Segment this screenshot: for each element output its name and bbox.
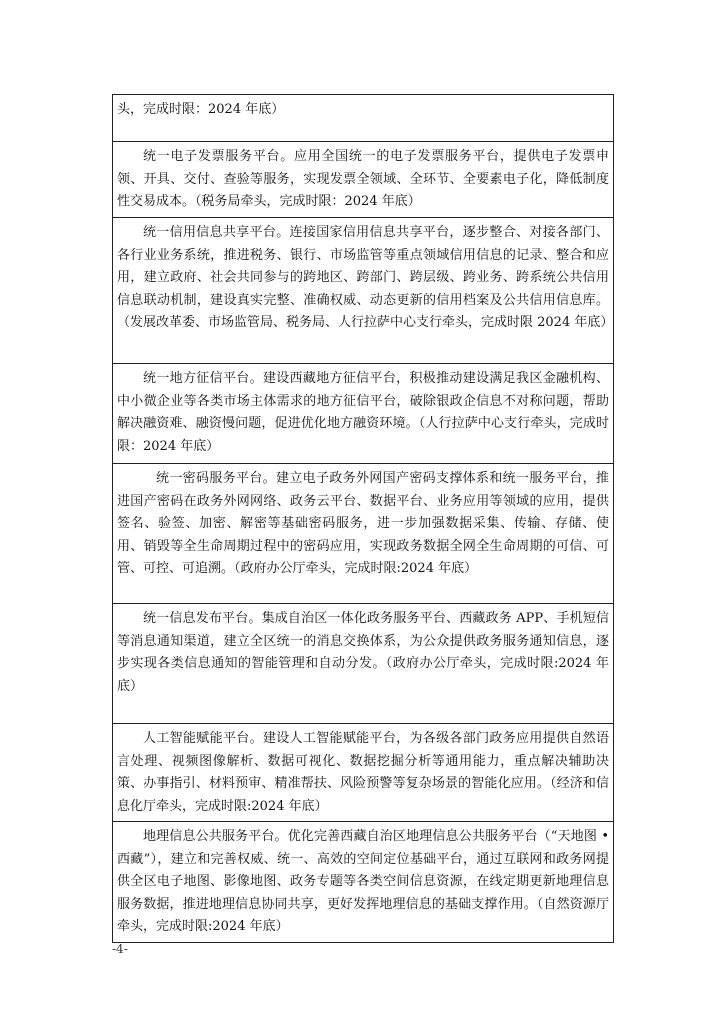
page-number: -4- [112,942,128,956]
row-text: 人工智能赋能平台。建设人工智能赋能平台，为各级各部门政务应用提供自然语言处理、视频图像解析、数据可视化、数据挖掘分析等通用能力，重点解决辅助决策、办事指引、材料预审、精准帮扶、风险预警等复杂场景的智能化应用。（经济和信息化厅牵头，完成时限:2024 年底） [117,731,609,814]
row-text: 统一信用信息共享平台。连接国家信用信息共享平台，逐步整合、对接各部门、各行业业务系统，推进税务、银行、市场监管等重点领域信用信息的记录、整合和应用，建立政府、社会共同参与的跨地区、跨部门、跨层级、跨业务、跨系统公共信用信息联动机制，建设真实完整、准确权威、动态更新的信用档案及公共信用信息库。（发展改革委、市场监管局、税务局、人行拉萨中心支行牵头，完成时限 2024 年底） [117,225,613,331]
table-row [113,218,613,364]
row-text: 地理信息公共服务平台。优化完善西藏自治区地理信息公共服务平台（“天地图 • 西藏”），建立和完善权威、统一、高效的空间定位基础平台，通过互联网和政务网提供全区电子地图、影像地图、政务专题等各类空间信息资源，在线定期更新地理信息服务数据，推进地理信息协同共享，更好发挥地理信息的基础支撑作用。（自然资源厅牵头，完成时限:2024 年底） [117,829,609,935]
row-text: 统一信息发布平台。集成自治区一体化政务服务平台、西藏政务 APP、手机短信等消息通知渠道，建立全区统一的消息交换体系，为公众提供政务服务通知信息，逐步实现各类信息通知的智能管理和自动分发。（政府办公厅牵头，完成时限:2024 年底） [117,611,609,694]
table-row [113,364,613,464]
table-row [113,822,613,942]
row-text: 统一密码服务平台。建立电子政务外网国产密码支撑体系和统一服务平台，推进国产密码在政务外网网络、政务云平台、数据平台、业务应用等领域的应用，提供签名、验签、加密、解密等基础密码服务，进一步加强数据采集、传输、存储、使用、销毁等全生命周期过程中的密码应用，实现政务数据全网全生命周期的可信、可管、可控、可追溯。（政府办公厅牵头，完成时限:2024 年底） [117,471,609,577]
row-text: 统一电子发票服务平台。应用全国统一的电子发票服务平台，提供电子发票申领、开具、交付、查验等服务，实现发票全领域、全环节、全要素电子化，降低制度性交易成本。（税务局牵头，完成时限：2024 年底） [117,149,609,210]
content-table [112,94,614,943]
row-text: 统一地方征信平台。建设西藏地方征信平台，积极推动建设满足我区金融机构、中小微企业等各类市场主体需求的地方征信平台，破除银政企信息不对称问题，帮助解决融资难、融资慢问题，促进优化地方融资环境。（人行拉萨中心支行牵头，完成时限：2024 年底） [117,371,609,454]
row-text: 头，完成时限：2024 年底） [117,102,285,117]
table-row [113,724,613,822]
table-row [113,95,613,142]
table-row [113,604,613,724]
table-row [113,464,613,604]
table-row [113,142,613,218]
